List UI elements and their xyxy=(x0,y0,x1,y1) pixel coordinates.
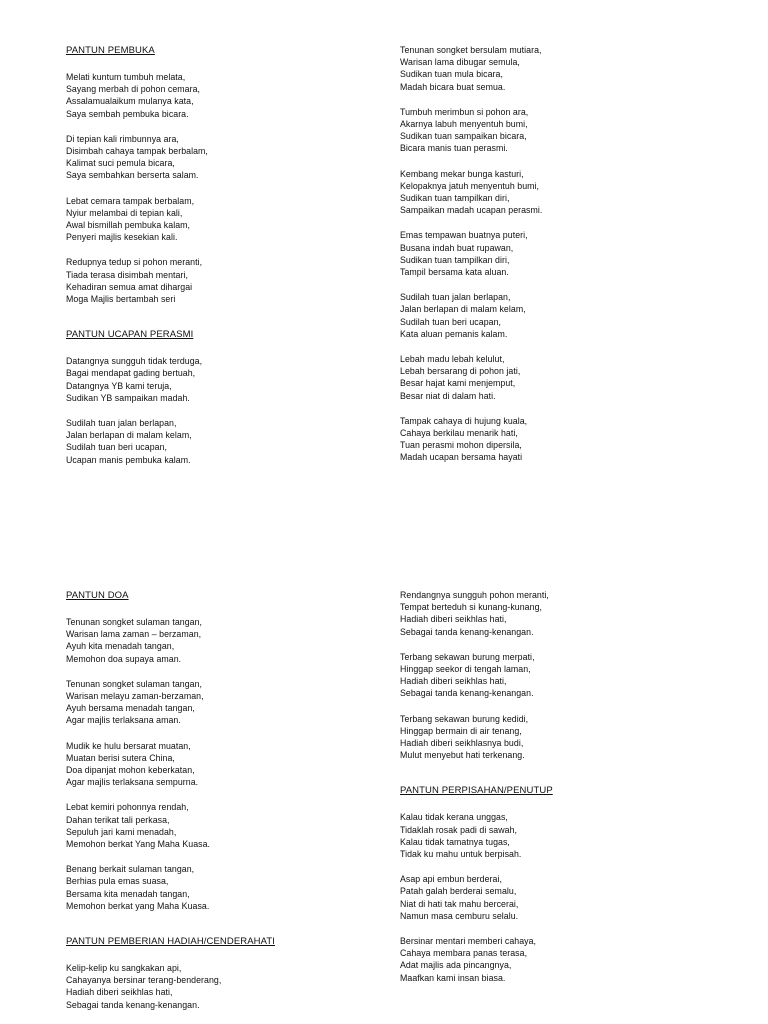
pantun-line: Tempat berteduh si kunang-kunang, xyxy=(400,602,543,613)
pantun-line: Bagai mendapat gading bertuah, xyxy=(66,368,196,379)
pantun-line: Hinggap seekor di tengah laman, xyxy=(400,664,531,675)
pantun-line: Akarnya labuh menyentuh bumi, xyxy=(400,119,528,130)
pantun-line: Melati kuntum tumbuh melata, xyxy=(66,72,186,82)
pantun-line: Bersinar mentari memberi cahaya, xyxy=(400,936,537,947)
pantun-line: Nyiur melambai di tepian kali, xyxy=(66,207,183,218)
pantun-line: Lebah madu lebah kelulut, xyxy=(400,354,505,365)
pantun-line: Warisan lama zaman – berzaman, xyxy=(66,629,202,640)
pantun-line: Terbang sekawan burung kedidi, xyxy=(400,713,529,724)
pantun-line: Tuan perasmi mohon dipersila, xyxy=(400,440,522,451)
pantun-stanza xyxy=(66,133,386,182)
pantun-line: Memohon doa supaya aman. xyxy=(66,653,182,664)
pantun-stanza xyxy=(400,229,720,278)
pantun-stanza xyxy=(66,863,386,912)
pantun-line: Benang berkait sulaman tangan, xyxy=(66,864,195,875)
pantun-line: Sebagai tanda kenang-kenangan. xyxy=(400,688,534,699)
pantun-line: Saya sembahkan berserta salam. xyxy=(66,170,199,181)
pantun-line: Sebagai tanda kenang-kenangan. xyxy=(400,626,534,637)
pantun-line: Awal bismillah pembuka kalam, xyxy=(66,220,191,231)
pantun-stanza xyxy=(400,811,720,860)
column-top-right xyxy=(400,44,720,477)
pantun-stanza xyxy=(66,678,386,727)
pantun-line: Hadiah diberi seikhlas hati, xyxy=(400,676,507,687)
pantun-line: Sudikan tuan tampilkan diri, xyxy=(400,193,510,204)
pantun-stanza xyxy=(66,71,386,120)
pantun-line: Memohon berkat yang Maha Kuasa. xyxy=(66,900,210,911)
pantun-line: Niat di hati tak mahu bercerai, xyxy=(400,898,519,909)
pantun-line: Kembang mekar bunga kasturi, xyxy=(400,168,524,179)
pantun-line: Rendangnya sungguh pohon meranti, xyxy=(400,590,549,600)
pantun-line: Busana indah buat rupawan, xyxy=(400,242,514,253)
pantun-line: Madah ucapan bersama hayati xyxy=(400,452,523,463)
pantun-line: Tampak cahaya di hujung kuala, xyxy=(400,415,528,426)
pantun-line: Kalau tidak tamatnya tugas, xyxy=(400,836,510,847)
pantun-line: Hadiah diberi seikhlas hati, xyxy=(400,614,507,625)
section-heading: PANTUN PERPISAHAN/PENUTUP xyxy=(400,785,553,797)
column-bottom-left xyxy=(66,589,386,1024)
pantun-line: Tidaklah rosak padi di sawah, xyxy=(400,824,518,835)
pantun-line: Besar hajat kami menjemput, xyxy=(400,378,516,389)
pantun-stanza xyxy=(400,106,720,155)
pantun-stanza xyxy=(400,415,720,464)
pantun-line: Sudilah tuan beri ucapan, xyxy=(400,316,502,327)
pantun-stanza xyxy=(400,44,720,93)
pantun-line: Hinggap bermain di air tenang, xyxy=(400,725,522,736)
pantun-stanza xyxy=(66,355,386,404)
pantun-line: Tenunan songket bersulam mutiara, xyxy=(400,45,542,55)
pantun-stanza xyxy=(66,962,386,1011)
pantun-line: Tampil bersama kata aluan. xyxy=(400,267,509,278)
pantun-stanza xyxy=(400,935,720,984)
pantun-line: Cahaya berkilau menarik hati, xyxy=(400,428,518,439)
pantun-stanza xyxy=(400,353,720,402)
pantun-stanza xyxy=(400,168,720,217)
section-heading: PANTUN PEMBERIAN HADIAH/CENDERAHATI xyxy=(66,936,276,948)
pantun-line: Memohon berkat Yang Maha Kuasa. xyxy=(66,839,211,850)
pantun-line: Asap api embun berderai, xyxy=(400,874,502,885)
pantun-line: Namun masa cemburu selalu. xyxy=(400,910,519,921)
pantun-line: Tenunan songket sulaman tangan, xyxy=(66,617,203,627)
pantun-line: Ayuh kita menadah tangan, xyxy=(66,641,175,652)
pantun-line: Di tepian kali rimbunnya ara, xyxy=(66,133,179,144)
pantun-line: Sudikan tuan tampilkan diri, xyxy=(400,254,510,265)
pantun-line: Sudilah tuan beri ucapan, xyxy=(66,442,168,453)
pantun-stanza xyxy=(400,291,720,340)
pantun-line: Kehadiran semua amat dihargai xyxy=(66,281,193,292)
pantun-line: Sepuluh jari kami menadah, xyxy=(66,826,177,837)
pantun-line: Lebat cemara tampak berbalam, xyxy=(66,195,195,206)
pantun-line: Ayuh bersama menadah tangan, xyxy=(66,703,195,714)
pantun-line: Agar majlis terlaksana aman. xyxy=(66,715,181,726)
pantun-line: Ucapan manis pembuka kalam. xyxy=(66,454,191,465)
section-heading: PANTUN DOA xyxy=(66,590,129,601)
pantun-line: Besar niat di dalam hati. xyxy=(400,390,496,401)
pantun-line: Redupnya tedup si pohon meranti, xyxy=(66,257,203,268)
pantun-line: Lebah bersarang di pohon jati, xyxy=(400,366,521,377)
pantun-line: Penyeri majlis kesekian kali. xyxy=(66,232,178,243)
pantun-line: Madah bicara buat semua. xyxy=(400,81,506,92)
pantun-stanza xyxy=(400,589,720,638)
pantun-line: Muatan berisi sutera China, xyxy=(66,752,175,763)
pantun-line: Mulut menyebut hati terkenang. xyxy=(400,750,525,761)
pantun-line: Jalan berlapan di malam kelam, xyxy=(400,304,526,315)
pantun-line: Sudikan YB sampaikan madah. xyxy=(66,392,190,403)
pantun-line: Moga Majlis bertambah seri xyxy=(66,294,176,305)
pantun-line: Kalimat suci pemula bicara, xyxy=(66,158,175,169)
pantun-line: Bersama kita menadah tangan, xyxy=(66,888,190,899)
pantun-stanza xyxy=(400,651,720,700)
pantun-line: Bicara manis tuan perasmi. xyxy=(400,143,508,154)
pantun-line: Hadiah diberi seikhlas hati, xyxy=(66,987,173,998)
pantun-line: Tenunan songket sulaman tangan, xyxy=(66,678,203,689)
pantun-line: Warisan lama dibugar semula, xyxy=(400,57,520,68)
pantun-line: Kata aluan pemanis kalam. xyxy=(400,328,508,339)
pantun-line: Terbang sekawan burung merpati, xyxy=(400,651,535,662)
pantun-line: Disimbah cahaya tampak berbalam, xyxy=(66,146,208,157)
column-top-left xyxy=(66,44,386,479)
pantun-line: Datangnya sungguh tidak terduga, xyxy=(66,356,203,367)
pantun-line: Kelopaknya jatuh menyentuh bumi, xyxy=(400,180,540,191)
pantun-stanza xyxy=(66,417,386,466)
pantun-line: Emas tempawan buatnya puteri, xyxy=(400,230,528,241)
pantun-line: Jalan berlapan di malam kelam, xyxy=(66,430,192,441)
pantun-line: Berhias pula emas suasa, xyxy=(66,876,169,887)
pantun-stanza xyxy=(66,740,386,789)
pantun-stanza xyxy=(66,256,386,305)
pantun-line: Sampaikan madah ucapan perasmi. xyxy=(400,205,543,216)
section-heading: PANTUN UCAPAN PERASMI xyxy=(66,329,194,341)
pantun-line: Hadiah diberi seikhlasnya budi, xyxy=(400,738,524,749)
pantun-line: Mudik ke hulu bersarat muatan, xyxy=(66,740,191,751)
pantun-line: Kalau tidak kerana unggas, xyxy=(400,812,508,823)
pantun-line: Sudilah tuan jalan berlapan, xyxy=(66,418,177,429)
pantun-line: Agar majlis terlaksana sempurna. xyxy=(66,777,199,788)
pantun-line: Tidak ku mahu untuk berpisah. xyxy=(400,849,522,860)
pantun-line: Tiada terasa disimbah mentari, xyxy=(66,269,188,280)
pantun-line: Dahan terikat tali perkasa, xyxy=(66,814,170,825)
pantun-stanza xyxy=(66,616,386,665)
pantun-line: Lebat kemiri pohonnya rendah, xyxy=(66,802,189,813)
pantun-line: Saya sembah pembuka bicara. xyxy=(66,108,189,119)
column-bottom-right xyxy=(400,589,720,997)
pantun-line: Patah galah berderai semalu, xyxy=(400,886,517,897)
pantun-stanza xyxy=(400,713,720,762)
pantun-line: Cahaya membara panas terasa, xyxy=(400,948,528,959)
pantun-line: Sudikan tuan sampaikan bicara, xyxy=(400,131,527,142)
pantun-line: Assalamualaikum mulanya kata, xyxy=(66,96,194,107)
pantun-line: Tumbuh merimbun si pohon ara, xyxy=(400,106,529,117)
pantun-stanza xyxy=(66,195,386,244)
pantun-line: Sudilah tuan jalan berlapan, xyxy=(400,292,511,303)
pantun-line: Sayang merbah di pohon cemara, xyxy=(66,84,201,95)
pantun-stanza xyxy=(400,873,720,922)
pantun-line: Cahayanya bersinar terang-benderang, xyxy=(66,975,222,986)
section-heading: PANTUN PEMBUKA xyxy=(66,45,155,56)
pantun-line: Sebagai tanda kenang-kenangan. xyxy=(66,999,200,1010)
pantun-line: Datangnya YB kami teruja, xyxy=(66,380,172,391)
pantun-line: Maafkan kami insan biasa. xyxy=(400,972,506,983)
pantun-line: Sudikan tuan mula bicara, xyxy=(400,69,503,80)
pantun-line: Doa dipanjat mohon keberkatan, xyxy=(66,765,195,776)
pantun-line: Kelip-kelip ku sangkakan api, xyxy=(66,963,182,974)
pantun-stanza xyxy=(66,801,386,850)
pantun-line: Adat majlis ada pincangnya, xyxy=(400,960,512,971)
pantun-line: Warisan melayu zaman-berzaman, xyxy=(66,691,204,702)
